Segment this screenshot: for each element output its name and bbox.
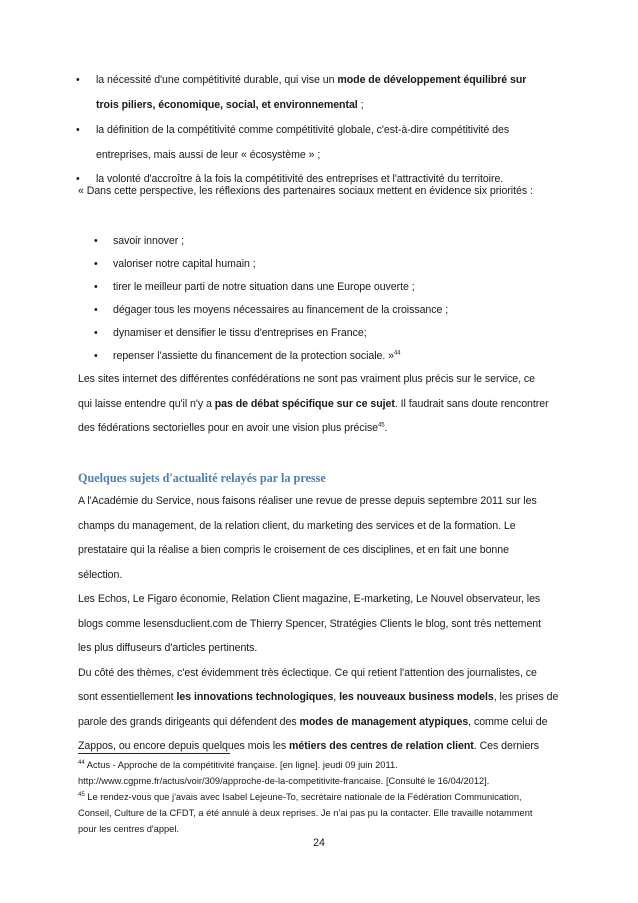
priority-item: • dynamiser et densifier le tissu d'entreprises en France; bbox=[113, 321, 533, 346]
footnote-45: $^{45}$ Le rendez-vous que j'avais avec Isabel Lejeune-To, secrétaire nationale de la Fédération Communication, Conseil, Culture de la CFDT, a été annulé à deux reprises. Je n'ai pas pu la contacter. Elle travaille notamment pour les centres d'appel. bbox=[78, 791, 533, 834]
bullet-item: • la volonté d'accroître à la fois la compétitivité des entreprises et l'attractivité du territoire. bbox=[96, 167, 550, 192]
bullet-dot-icon: • bbox=[94, 350, 98, 362]
priority-item: • repenser l'assiette du financement de la protection sociale. »$^{44}$ bbox=[113, 344, 533, 369]
footnote-divider bbox=[78, 753, 230, 754]
bullet-dot-icon: • bbox=[94, 258, 98, 270]
bullet-dot-icon: • bbox=[76, 124, 80, 136]
priority-item: • dégager tous les moyens nécessaires au financement de la croissance ; bbox=[113, 298, 533, 323]
paragraph-confederations: Les sites internet des différentes confédérations ne sont pas vraiment plus précis sur le service, ce qui laisse entendre qu'il n'y a pas de débat spécifique sur ce sujet. Il faudrait sans doute rencontrer des fédérations sectorielles pour en avoir une vision plus précise$^{45}$. bbox=[78, 373, 549, 434]
priority-item: • tirer le meilleur parti de notre situation dans une Europe ouverte ; bbox=[113, 275, 533, 300]
bullet-item: • la définition de la compétitivité comme compétitivité globale, c'est-à-dire compétitivité des entreprises, mais aussi de leur « écosystème » ; bbox=[96, 118, 550, 167]
bullet-dot-icon: • bbox=[76, 74, 80, 86]
section-heading: Quelques sujets d'actualité relayés par la presse bbox=[78, 471, 326, 485]
footnote-ref: 45 bbox=[377, 422, 385, 429]
bullet-dot-icon: • bbox=[76, 173, 80, 185]
paragraph-press-review: A l'Académie du Service, nous faisons réaliser une revue de presse depuis septembre 2011 sur les champs du management, de la relation client, du marketing des services et de la formation. Le prestataire qui la réalise a bien compris le croisement de ces disciplines, et en fait une bonne sélection. Les Echos, Le Figaro économie, Relation Client magazine, E-marketing, Le Nouvel observateur, les blogs comme lesensduclient.com de Thierry Spencer, Stratégies Clients le blog, sont très nettement les plus diffuseurs d'articles pertinents. Du côté des thèmes, c'est évidemment très éclectique. Ce qui retient l'attention des journalistes, ce sont essentiellement les innovations technologiques, les nouveaux business models, les prises de parole des grands dirigeants qui défendent des modes de management atypiques, comme celui de Zappos, ou encore depuis quelques mois les métiers des centres de relation client. Ces derniers bbox=[78, 495, 559, 752]
page-number: 24 bbox=[313, 837, 325, 849]
priority-item: • valoriser notre capital humain ; bbox=[113, 252, 533, 277]
footnote-44: $^{44}$ Actus - Approche de la compétitivité française. [en ligne]. jeudi 09 juin 2011. http://www.cgpme.fr/actus/voir/309/approche-de-la-competitivite-francaise. [Consulté le 16/04/2012]. bbox=[78, 759, 490, 786]
footnote-ref: 44 bbox=[394, 350, 401, 357]
bullet-dot-icon: • bbox=[94, 304, 98, 316]
quote-intro: « Dans cette perspective, les réflexions des partenaires sociaux mettent en évidence six priorités : bbox=[78, 185, 533, 197]
bullet-dot-icon: • bbox=[94, 327, 98, 339]
bullet-dot-icon: • bbox=[94, 281, 98, 293]
priority-item: • savoir innover ; bbox=[113, 229, 533, 254]
bullet-dot-icon: • bbox=[94, 235, 98, 247]
bullet-item: • la nécessité d'une compétitivité durable, qui vise un mode de développement équilibré sur trois piliers, économique, social, et environnemental ; bbox=[96, 68, 550, 117]
